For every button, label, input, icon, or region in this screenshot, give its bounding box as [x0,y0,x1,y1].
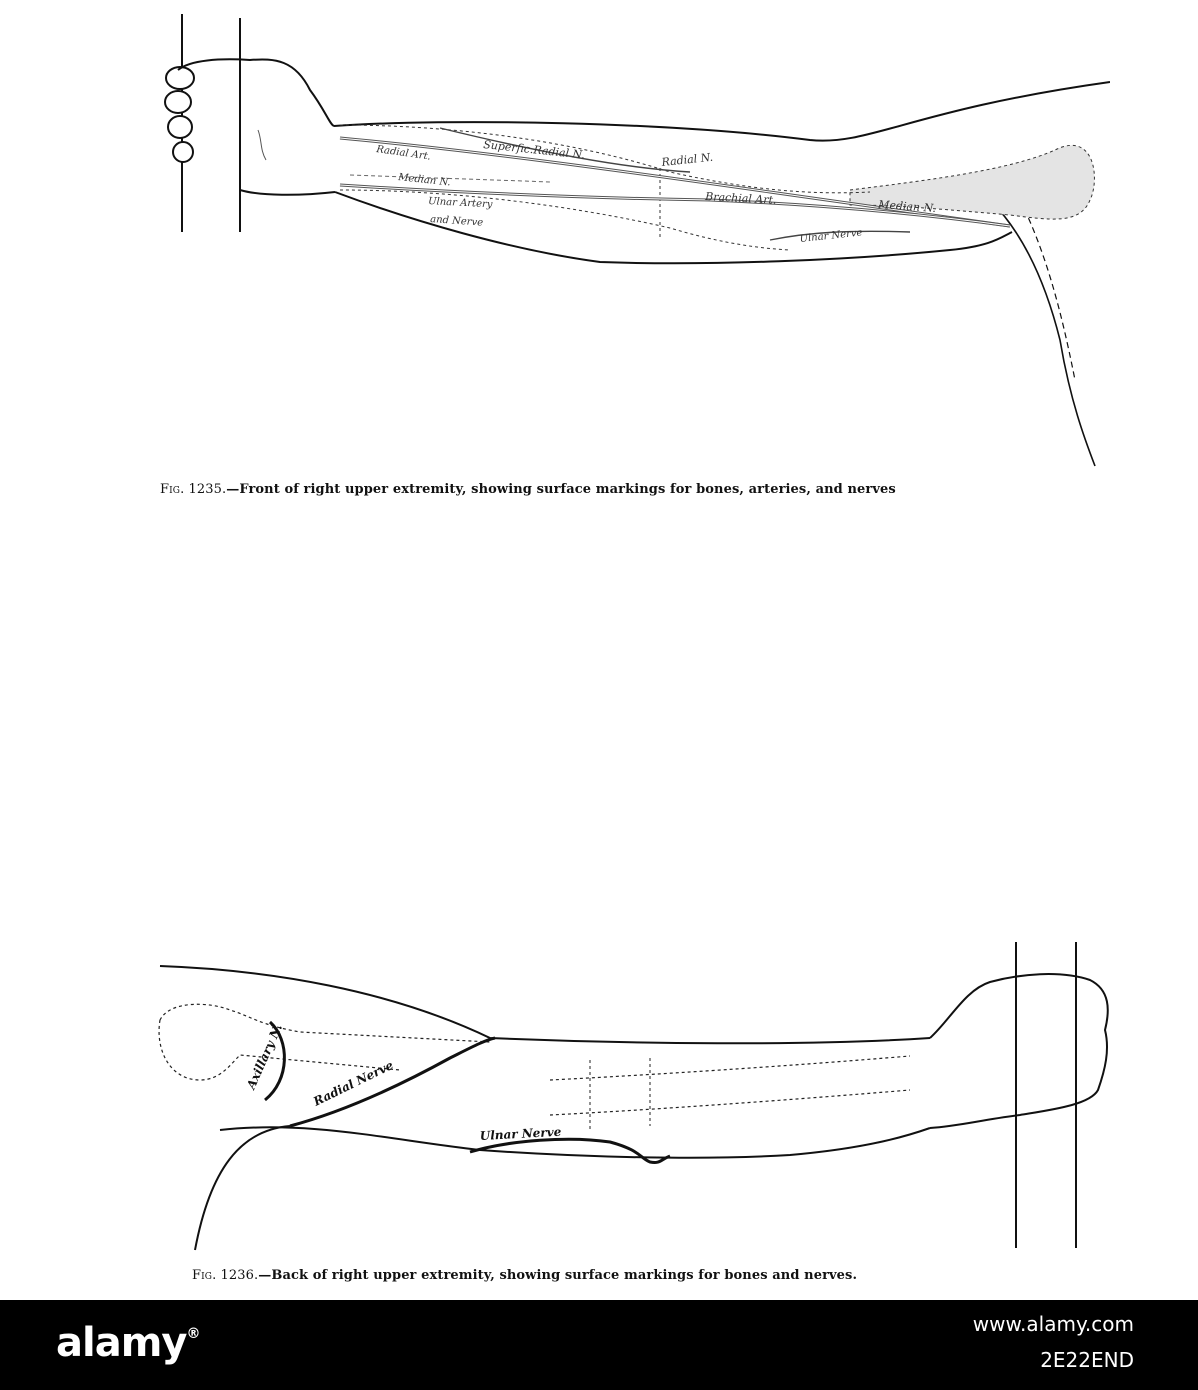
fist-outline [930,974,1108,1128]
caption-figure-number: Fig. 1235. [160,482,227,497]
label-median-nerve-forearm: Median N. [397,172,452,189]
hand-crease [258,130,266,160]
torso-dashed-line [1020,200,1075,380]
torso-outline [990,200,1095,466]
figure-1235-front-arm [150,0,1110,470]
wrist-lower-outline [240,190,335,195]
label-median-nerve-arm: Median N. [877,198,937,216]
front-arm-illustration [150,0,1110,470]
label-radial-nerve: Radial N. [660,150,714,169]
elbow-joint-outline [590,1058,650,1130]
ulna-bone-outline [550,1090,910,1115]
torso-outline [195,1126,290,1250]
radius-bone-outline [550,1056,910,1080]
hand-upper-outline [178,59,334,126]
radial-nerve-line [290,1038,495,1126]
alamy-wordmark: alamy [56,1320,187,1366]
registered-mark: ® [186,1326,201,1342]
stock-watermark-banner [0,1300,1198,1390]
label-ulnar-nerve-back: Ulnar Nerve [479,1124,562,1143]
label-axillary-nerve: Axillary N. [243,1021,286,1092]
label-brachial-artery: Brachial Art. [704,190,777,207]
figure-1236-back-arm [150,930,1110,1260]
stock-url: www.alamy.com [972,1312,1134,1336]
label-superficial-radial-nerve: Superfic.Radial N. [482,138,586,162]
label-radial-nerve: Radial Nerve [311,1057,396,1109]
caption-figure-number: Fig. 1236. [192,1268,259,1283]
caption-figure-text: —Back of right upper extremity, showing surface markings for bones and nerves. [258,1268,858,1283]
label-radial-artery: Radial Art. [375,144,432,163]
alamy-logo [56,1320,200,1366]
arm-top-outline [334,82,1110,141]
label-ulnar-nerve-front: Ulnar Nerve [799,227,863,245]
back-arm-illustration [150,930,1110,1260]
caption-figure-1235 [160,482,896,497]
humerus-bone-outline [159,1004,490,1080]
caption-figure-1236 [192,1268,857,1283]
arm-bottom-outline [220,1124,930,1157]
fingers [165,67,194,162]
label-ulnar-artery: Ulnar Artery [427,196,493,211]
caption-figure-text: —Front of right upper extremity, showing surface markings for bones, arteries, and nerves [226,482,896,497]
label-and-nerve: and Nerve [429,214,484,229]
stock-image-id: 2E22END [1040,1348,1134,1372]
